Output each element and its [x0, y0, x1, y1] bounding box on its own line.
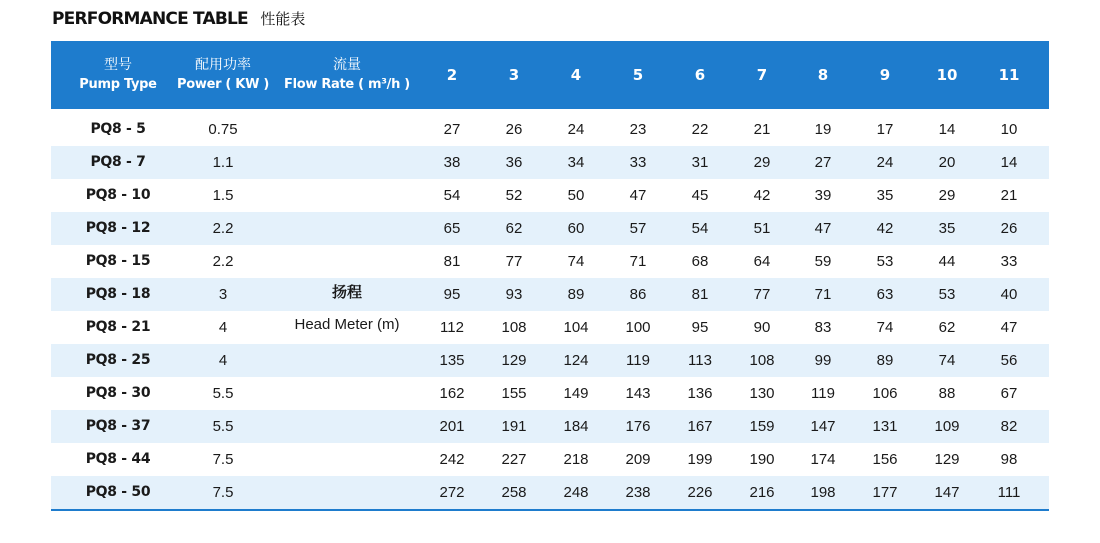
cell-head-value: 131 [872, 418, 898, 435]
cell-head-value: 199 [687, 451, 713, 468]
cell-head-value: 53 [876, 253, 894, 270]
cell-head-value: 109 [934, 418, 960, 435]
cell-head-value: 147 [810, 418, 836, 435]
header-flow-point: 9 [879, 66, 891, 84]
cell-head-value: 190 [749, 451, 775, 468]
cell-power: 4 [218, 352, 228, 369]
table-row [51, 377, 1049, 410]
header-pump-type-en: Pump Type [79, 77, 157, 92]
cell-head-value: 119 [811, 385, 835, 402]
cell-head-value: 47 [629, 187, 647, 204]
cell-head-value: 159 [749, 418, 775, 435]
table-row [51, 476, 1049, 509]
cell-head-value: 57 [629, 220, 647, 237]
cell-head-value: 35 [876, 187, 894, 204]
cell-head-value: 29 [753, 154, 771, 171]
cell-head-value: 89 [876, 352, 894, 369]
cell-head-value: 52 [505, 187, 523, 204]
cell-head-value: 242 [439, 451, 465, 468]
cell-power: 2.2 [212, 220, 234, 237]
cell-head-value: 198 [810, 484, 836, 501]
cell-head-value: 119 [626, 352, 650, 369]
cell-head-value: 82 [1000, 418, 1018, 435]
cell-power: 5.5 [212, 418, 234, 435]
cell-head-value: 143 [625, 385, 651, 402]
cell-head-value: 27 [814, 154, 832, 171]
title-english: PERFORMANCE TABLE [52, 9, 248, 29]
cell-head-value: 108 [501, 319, 527, 336]
cell-head-value: 99 [814, 352, 832, 369]
cell-head-value: 53 [938, 286, 956, 303]
cell-head-value: 20 [938, 154, 956, 171]
cell-head-value: 209 [625, 451, 651, 468]
cell-head-value: 218 [563, 451, 589, 468]
cell-pump-type: PQ8 - 37 [85, 418, 151, 434]
page-title [52, 6, 305, 32]
table-row [51, 278, 1049, 311]
header-flow-point: 7 [756, 66, 768, 84]
header-flow-point: 10 [936, 66, 958, 84]
cell-pump-type: PQ8 - 12 [85, 220, 151, 236]
cell-head-value: 111 [997, 484, 1021, 501]
head-note-en: Head Meter (m) [294, 316, 400, 333]
cell-pump-type: PQ8 - 5 [90, 121, 146, 137]
cell-power: 2.2 [212, 253, 234, 270]
cell-head-value: 17 [876, 121, 894, 138]
cell-head-value: 44 [938, 253, 956, 270]
cell-head-value: 129 [934, 451, 960, 468]
cell-head-value: 77 [753, 286, 771, 303]
table-row [51, 245, 1049, 278]
cell-head-value: 27 [443, 121, 461, 138]
cell-head-value: 40 [1000, 286, 1018, 303]
cell-head-value: 108 [749, 352, 775, 369]
cell-head-value: 88 [938, 385, 956, 402]
cell-power: 7.5 [212, 484, 234, 501]
cell-head-value: 35 [938, 220, 956, 237]
cell-head-value: 54 [443, 187, 461, 204]
cell-pump-type: PQ8 - 30 [85, 385, 151, 401]
header-power [171, 41, 275, 109]
header-flow-point: 8 [817, 66, 829, 84]
head-note-cn: 扬程 [331, 283, 362, 301]
header-flow-en: Flow Rate ( m³/h ) [284, 77, 410, 92]
table-bottom-border [51, 509, 1049, 511]
cell-head-value: 26 [1000, 220, 1018, 237]
cell-head-value: 95 [691, 319, 709, 336]
cell-head-value: 19 [814, 121, 832, 138]
cell-head-value: 130 [749, 385, 775, 402]
header-flow-point: 2 [446, 66, 458, 84]
cell-head-value: 93 [505, 286, 523, 303]
cell-head-value: 248 [563, 484, 589, 501]
cell-head-value: 36 [505, 154, 523, 171]
cell-head-value: 83 [814, 319, 832, 336]
table-row [51, 212, 1049, 245]
table-row [51, 311, 1049, 344]
cell-pump-type: PQ8 - 18 [85, 286, 151, 302]
cell-head-value: 226 [687, 484, 713, 501]
cell-power: 1.1 [212, 154, 234, 171]
cell-head-value: 67 [1000, 385, 1018, 402]
table-row [51, 443, 1049, 476]
cell-pump-type: PQ8 - 44 [85, 451, 151, 467]
cell-head-value: 124 [563, 352, 589, 369]
cell-head-value: 156 [872, 451, 898, 468]
cell-head-value: 95 [443, 286, 461, 303]
cell-head-value: 45 [691, 187, 709, 204]
table-row [51, 146, 1049, 179]
cell-head-value: 50 [567, 187, 585, 204]
cell-head-value: 71 [814, 286, 832, 303]
header-pump-type-cn: 型号 [104, 57, 132, 73]
cell-head-value: 47 [814, 220, 832, 237]
header-flow-point: 3 [508, 66, 520, 84]
cell-head-value: 14 [1000, 154, 1018, 171]
cell-head-value: 104 [563, 319, 589, 336]
cell-head-value: 59 [814, 253, 832, 270]
cell-head-value: 62 [505, 220, 523, 237]
cell-power: 3 [218, 286, 228, 303]
cell-head-value: 113 [688, 352, 712, 369]
cell-head-value: 89 [567, 286, 585, 303]
cell-pump-type: PQ8 - 50 [85, 484, 151, 500]
cell-head-value: 86 [629, 286, 647, 303]
cell-head-value: 100 [625, 319, 651, 336]
header-flow-point: 4 [570, 66, 582, 84]
cell-power: 7.5 [212, 451, 234, 468]
cell-head-value: 42 [876, 220, 894, 237]
cell-head-value: 174 [810, 451, 836, 468]
cell-head-value: 90 [753, 319, 771, 336]
cell-head-value: 31 [691, 154, 709, 171]
cell-head-value: 60 [567, 220, 585, 237]
cell-power: 0.75 [208, 121, 238, 138]
cell-pump-type: PQ8 - 10 [85, 187, 151, 203]
title-chinese: 性能表 [260, 10, 306, 28]
cell-head-value: 63 [876, 286, 894, 303]
cell-pump-type: PQ8 - 25 [85, 352, 151, 368]
header-pump-type [51, 41, 185, 109]
cell-head-value: 24 [567, 121, 585, 138]
cell-head-value: 33 [1000, 253, 1018, 270]
cell-head-value: 147 [934, 484, 960, 501]
table-row [51, 113, 1049, 146]
cell-head-value: 81 [691, 286, 709, 303]
cell-head-value: 191 [501, 418, 527, 435]
cell-head-value: 22 [691, 121, 709, 138]
cell-head-value: 155 [501, 385, 527, 402]
cell-head-value: 34 [567, 154, 585, 171]
cell-head-value: 42 [753, 187, 771, 204]
cell-head-value: 177 [872, 484, 898, 501]
header-flow-rate [277, 41, 417, 109]
table-row [51, 344, 1049, 377]
cell-head-value: 10 [1000, 121, 1018, 138]
cell-head-value: 56 [1000, 352, 1018, 369]
cell-head-value: 135 [439, 352, 465, 369]
cell-head-value: 74 [876, 319, 894, 336]
cell-head-value: 14 [938, 121, 956, 138]
cell-head-value: 21 [753, 121, 771, 138]
cell-head-value: 176 [625, 418, 651, 435]
cell-head-value: 81 [443, 253, 461, 270]
cell-head-value: 68 [691, 253, 709, 270]
cell-head-value: 64 [753, 253, 771, 270]
cell-head-value: 47 [1000, 319, 1018, 336]
cell-head-value: 33 [629, 154, 647, 171]
cell-head-value: 21 [1000, 187, 1018, 204]
cell-head-value: 149 [563, 385, 589, 402]
cell-pump-type: PQ8 - 15 [85, 253, 151, 269]
cell-head-value: 71 [629, 253, 647, 270]
cell-head-value: 258 [501, 484, 527, 501]
cell-head-value: 184 [563, 418, 589, 435]
cell-head-value: 136 [687, 385, 713, 402]
cell-head-value: 227 [501, 451, 527, 468]
cell-head-value: 216 [749, 484, 775, 501]
table-row [51, 179, 1049, 212]
performance-table [51, 41, 1049, 511]
cell-head-value: 201 [439, 418, 465, 435]
cell-head-value: 74 [567, 253, 585, 270]
cell-head-value: 29 [938, 187, 956, 204]
table-body [51, 113, 1049, 509]
cell-power: 4 [218, 319, 228, 336]
header-flow-point: 6 [694, 66, 706, 84]
cell-head-value: 65 [443, 220, 461, 237]
cell-head-value: 112 [440, 319, 464, 336]
cell-head-value: 23 [629, 121, 647, 138]
cell-head-value: 98 [1000, 451, 1018, 468]
cell-head-value: 24 [876, 154, 894, 171]
table-header [51, 41, 1049, 109]
header-flow-point: 5 [632, 66, 644, 84]
cell-head-value: 106 [872, 385, 898, 402]
cell-head-value: 51 [753, 220, 771, 237]
header-flow-cn: 流量 [333, 57, 361, 73]
header-power-cn: 配用功率 [195, 57, 251, 73]
table-row [51, 410, 1049, 443]
cell-head-value: 77 [505, 253, 523, 270]
cell-head-value: 129 [501, 352, 527, 369]
cell-head-value: 26 [505, 121, 523, 138]
cell-power: 5.5 [212, 385, 234, 402]
cell-head-value: 167 [687, 418, 713, 435]
cell-head-value: 272 [439, 484, 465, 501]
header-flow-point: 11 [998, 66, 1020, 84]
cell-head-value: 238 [625, 484, 651, 501]
cell-head-value: 54 [691, 220, 709, 237]
cell-head-value: 74 [938, 352, 956, 369]
cell-head-value: 62 [938, 319, 956, 336]
cell-head-value: 162 [439, 385, 465, 402]
header-power-en: Power ( KW ) [177, 77, 269, 92]
cell-pump-type: PQ8 - 21 [85, 319, 151, 335]
cell-head-value: 39 [814, 187, 832, 204]
cell-pump-type: PQ8 - 7 [90, 154, 146, 170]
cell-power: 1.5 [212, 187, 234, 204]
cell-head-value: 38 [443, 154, 461, 171]
